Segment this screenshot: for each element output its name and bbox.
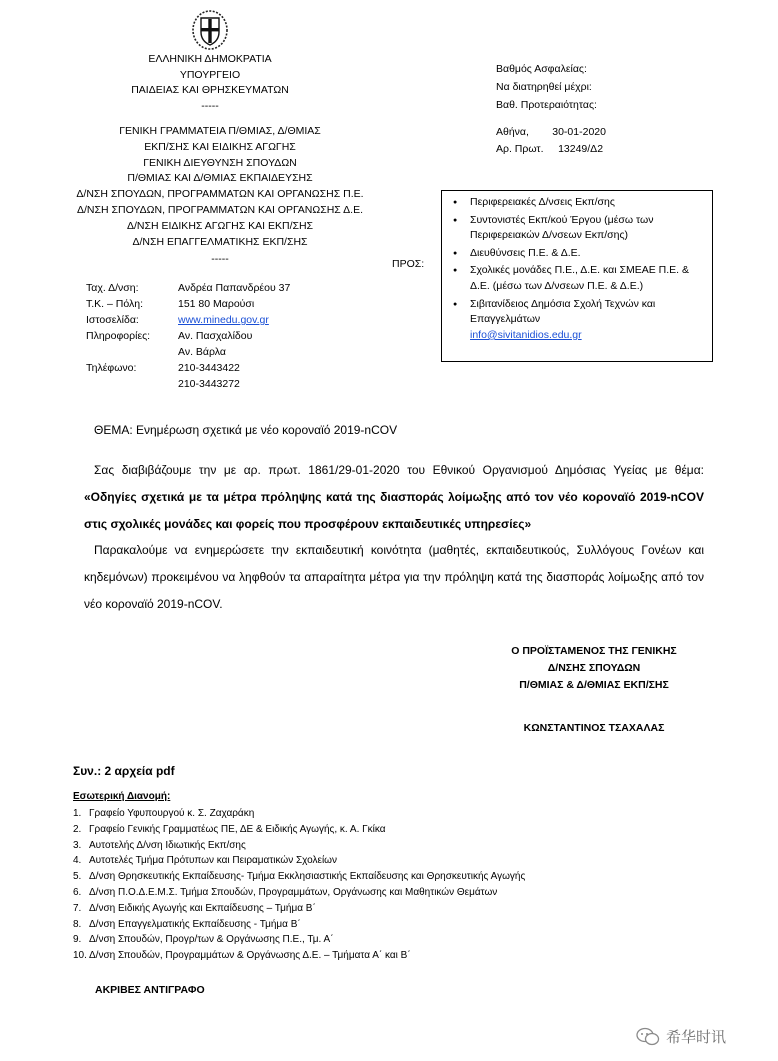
internal-distribution-list bbox=[73, 806, 525, 964]
contact-value: Αν. Βάρλα bbox=[178, 346, 226, 358]
body-paragraph-1 bbox=[84, 457, 704, 538]
list-item-text: Αυτοτελές Τμήμα Πρότυπων και Πειραματικών Σχολείων bbox=[89, 855, 337, 867]
recipients-list bbox=[450, 195, 706, 343]
list-item-text: Δ/νση Σπουδών, Προγραμμάτων & Οργάνωσης Δ.Ε. – Τμήματα Α΄ και Β΄ bbox=[89, 950, 411, 962]
list-item-text: Γραφείο Υφυπουργού κ. Σ. Ζαχαράκη bbox=[89, 808, 255, 819]
contact-label: Τ.Κ. – Πόλη: bbox=[86, 298, 144, 310]
contact-value: 210-3443272 bbox=[178, 378, 240, 390]
recipients-box bbox=[441, 190, 713, 362]
contact-row bbox=[86, 312, 290, 328]
header-line: ΕΛΛΗΝΙΚΗ ΔΗΜΟΚΡΑΤΙΑ bbox=[148, 53, 272, 65]
signature-title-line: Π/ΘΜΙΑΣ & Δ/ΘΜΙΑΣ ΕΚΠ/ΣΗΣ bbox=[519, 679, 669, 691]
department-line: Δ/ΝΣΗ ΕΠΑΓΓΕΛΜΑΤΙΚΗΣ ΕΚΠ/ΣΗΣ bbox=[132, 235, 308, 248]
contact-label: Πληροφορίες: bbox=[86, 330, 151, 342]
retention-label: Να διατηρηθεί μέχρι: bbox=[496, 81, 592, 93]
list-item: 3. Αυτοτελής Δ/νση Ιδιωτικής Εκπ/σης bbox=[73, 838, 525, 854]
contact-row bbox=[86, 280, 290, 296]
contact-label: Τηλέφωνο: bbox=[86, 362, 137, 374]
contact-block bbox=[86, 280, 290, 392]
paragraph-text: Σας διαβιβάζουμε την με αρ. πρωτ. 1861/29-01-2020 του Εθνικού Οργανισμού Δημόσιας Υγείας με θέμα: bbox=[94, 463, 704, 477]
security-level-label: Βαθμός Ασφαλείας: bbox=[496, 63, 587, 75]
contact-label bbox=[86, 344, 178, 360]
subject-line: ΘΕΜΑ: Ενημέρωση σχετικά με νέο κοροναϊό 2019-nCOV bbox=[94, 423, 398, 437]
list-item: 10. Δ/νση Σπουδών, Προγραμμάτων & Οργάνωσης Δ.Ε. – Τμήματα Α΄ και Β΄ bbox=[73, 948, 525, 964]
department-header bbox=[40, 124, 400, 268]
attachments-note: Συν.: 2 αρχεία pdf bbox=[73, 764, 175, 778]
list-item-text: Αυτοτελής Δ/νση Ιδιωτικής Εκπ/σης bbox=[89, 839, 246, 851]
contact-row bbox=[86, 344, 290, 360]
recipient-text: Σιβιτανίδειος Δημόσια Σχολή Τεχνών και Επαγγελμάτων bbox=[470, 297, 656, 326]
body-paragraph-2: Παρακαλούμε να ενημερώσετε την εκπαιδευτική κοινότητα (μαθητές, εκπαιδευτικούς, Συλλόγους Γονέων και κηδεμόνων) προκειμένου να ληφθούν τα απαραίτητα μέτρα για την πρόληψη κατά της διασποράς λοίμωξης από τον νέο κοροναϊό 2019-nCOV. bbox=[84, 543, 704, 611]
recipients-label: ΠΡΟΣ: bbox=[392, 258, 425, 270]
list-item-text: Δ/νση Ειδικής Αγωγής και Εκπαίδευσης – Τμήμα Β΄ bbox=[89, 902, 316, 914]
contact-value: Αν. Πασχαλίδου bbox=[178, 330, 253, 342]
list-item-text: Δ/νση Θρησκευτικής Εκπαίδευσης- Τμήμα Εκκλησιαστικής Εκπαίδευσης και Θρησκευτικής Αγωγής bbox=[89, 871, 526, 883]
list-item: 7. Δ/νση Ειδικής Αγωγής και Εκπαίδευσης – Τμήμα Β΄ bbox=[73, 901, 525, 917]
department-divider: ----- bbox=[211, 253, 229, 266]
place-date: Αθήνα, 30-01-2020 bbox=[496, 126, 606, 138]
contact-row bbox=[86, 376, 290, 392]
watermark-text: 希华时讯 bbox=[666, 1029, 727, 1046]
protocol-number: Αρ. Πρωτ. 13249/Δ2 bbox=[496, 143, 604, 155]
signer-name: ΚΩΝΣΤΑΝΤΙΝΟΣ ΤΣΑΧΑΛΑΣ bbox=[523, 722, 665, 734]
list-item: 1. Γραφείο Υφυπουργού κ. Σ. Ζαχαράκη bbox=[73, 806, 525, 822]
website-link[interactable]: www.minedu.gov.gr bbox=[178, 314, 269, 326]
certified-copy-label: ΑΚΡΙΒΕΣ ΑΝΤΙΓΡΑΦΟ bbox=[95, 984, 205, 996]
header-line: ΥΠΟΥΡΓΕΙΟ bbox=[179, 68, 241, 81]
contact-row bbox=[86, 360, 290, 376]
department-line: ΕΚΠ/ΣΗΣ ΚΑΙ ΕΙΔΙΚΗΣ ΑΓΩΓΗΣ bbox=[144, 140, 296, 153]
contact-label: Ιστοσελίδα: bbox=[86, 314, 139, 326]
ministry-header bbox=[60, 52, 360, 114]
signature-title-line: Ο ΠΡΟΪΣΤΑΜΕΝΟΣ ΤΗΣ ΓΕΝΙΚΗΣ bbox=[511, 645, 677, 657]
recipient-item: ● Διευθύνσεις Π.Ε. & Δ.Ε. bbox=[450, 246, 706, 262]
list-item: 5. Δ/νση Θρησκευτικής Εκπαίδευσης- Τμήμα Εκκλησιαστικής Εκπαίδευσης και Θρησκευτικής Αγωγής bbox=[73, 869, 525, 885]
contact-value: 151 80 Μαρούσι bbox=[178, 298, 255, 310]
list-item: 2. Γραφείο Γενικής Γραμματέως ΠΕ, ΔΕ & Ειδικής Αγωγής, κ. Α. Γκίκα bbox=[73, 822, 525, 838]
recipient-item: ● Σχολικές μονάδες Π.Ε., Δ.Ε. και ΣΜΕΑΕ Π.Ε. & Δ.Ε. (μέσω των Δ/νσεων Π.Ε. & Δ.Ε.) bbox=[450, 263, 706, 294]
list-item-text: Δ/νση Π.Ο.Δ.Ε.Μ.Σ. Τμήμα Σπουδών, Προγραμμάτων, Οργάνωσης και Μαθητικών Θεμάτων bbox=[89, 886, 498, 898]
signature-title-line: Δ/ΝΣΗΣ ΣΠΟΥΔΩΝ bbox=[547, 662, 641, 674]
department-line: ΓΕΝΙΚΗ ΔΙΕΥΘΥΝΣΗ ΣΠΟΥΔΩΝ bbox=[143, 156, 297, 169]
greek-coat-of-arms-icon bbox=[190, 8, 230, 52]
priority-label: Βαθ. Προτεραιότητας: bbox=[496, 99, 597, 111]
paragraph-bold-text: «Οδηγίες σχετικά με τα μέτρα πρόληψης κατά της διασποράς λοίμωξης από τον νέο κοροναϊό 2019-nCOV στις σχολικές μονάδες και φορείς που προσφέρουν εκπαιδευτικές υπηρεσίες» bbox=[84, 490, 704, 531]
contact-row bbox=[86, 296, 290, 312]
list-item: 4. Αυτοτελές Τμήμα Πρότυπων και Πειραματικών Σχολείων bbox=[73, 853, 525, 869]
header-divider: ----- bbox=[201, 99, 219, 112]
contact-label: Ταχ. Δ/νση: bbox=[86, 282, 139, 294]
department-line: ΓΕΝΙΚΗ ΓΡΑΜΜΑΤΕΙΑ Π/ΘΜΙΑΣ, Δ/ΘΜΙΑΣ bbox=[119, 125, 321, 137]
list-item: 9. Δ/νση Σπουδών, Προγρ/των & Οργάνωσης Π.Ε., Τμ. Α΄ bbox=[73, 932, 525, 948]
list-item: 6. Δ/νση Π.Ο.Δ.Ε.Μ.Σ. Τμήμα Σπουδών, Προγραμμάτων, Οργάνωσης και Μαθητικών Θεμάτων bbox=[73, 885, 525, 901]
security-block bbox=[496, 60, 597, 114]
list-item-text: Δ/νση Επαγγελματικής Εκπαίδευσης - Τμήμα Β΄ bbox=[89, 918, 301, 930]
recipient-item: ● Συντονιστές Εκπ/κού Έργου (μέσω των Περιφερειακών Δ/νσεων Εκπ/σης) bbox=[450, 213, 706, 244]
contact-value: 210-3443422 bbox=[178, 362, 240, 374]
date-protocol-block bbox=[496, 124, 606, 158]
list-item-text: Δ/νση Σπουδών, Προγρ/των & Οργάνωσης Π.Ε., Τμ. Α΄ bbox=[89, 934, 334, 946]
list-item-text: Γραφείο Γενικής Γραμματέως ΠΕ, ΔΕ & Ειδικής Αγωγής, κ. Α. Γκίκα bbox=[89, 823, 386, 835]
recipient-item: ● Περιφερειακές Δ/νσεις Εκπ/σης bbox=[450, 195, 706, 211]
signature-block bbox=[484, 643, 704, 694]
watermark bbox=[636, 1026, 726, 1047]
recipient-email-link[interactable]: info@sivitanidios.edu.gr bbox=[470, 328, 582, 341]
chat-bubble-icon bbox=[636, 1027, 660, 1047]
contact-row bbox=[86, 328, 290, 344]
internal-distribution-label: Εσωτερική Διανομή: bbox=[73, 791, 171, 802]
list-item: 8. Δ/νση Επαγγελματικής Εκπαίδευσης - Τμήμα Β΄ bbox=[73, 917, 525, 933]
department-line: Δ/ΝΣΗ ΕΙΔΙΚΗΣ ΑΓΩΓΗΣ ΚΑΙ ΕΚΠ/ΣΗΣ bbox=[126, 219, 314, 232]
recipient-item bbox=[450, 297, 706, 344]
department-line: Δ/ΝΣΗ ΣΠΟΥΔΩΝ, ΠΡΟΓΡΑΜΜΑΤΩΝ ΚΑΙ ΟΡΓΑΝΩΣΗΣ Π.Ε. bbox=[76, 188, 364, 201]
header-line: ΠΑΙΔΕΙΑΣ ΚΑΙ ΘΡΗΣΚΕΥΜΑΤΩΝ bbox=[131, 84, 289, 96]
contact-label bbox=[86, 376, 178, 392]
department-line: Π/ΘΜΙΑΣ ΚΑΙ Δ/ΘΜΙΑΣ ΕΚΠΑΙΔΕΥΣΗΣ bbox=[127, 172, 313, 185]
department-line: Δ/ΝΣΗ ΣΠΟΥΔΩΝ, ΠΡΟΓΡΑΜΜΑΤΩΝ ΚΑΙ ΟΡΓΑΝΩΣΗΣ Δ.Ε. bbox=[77, 203, 363, 216]
contact-value: Ανδρέα Παπανδρέου 37 bbox=[178, 282, 291, 294]
